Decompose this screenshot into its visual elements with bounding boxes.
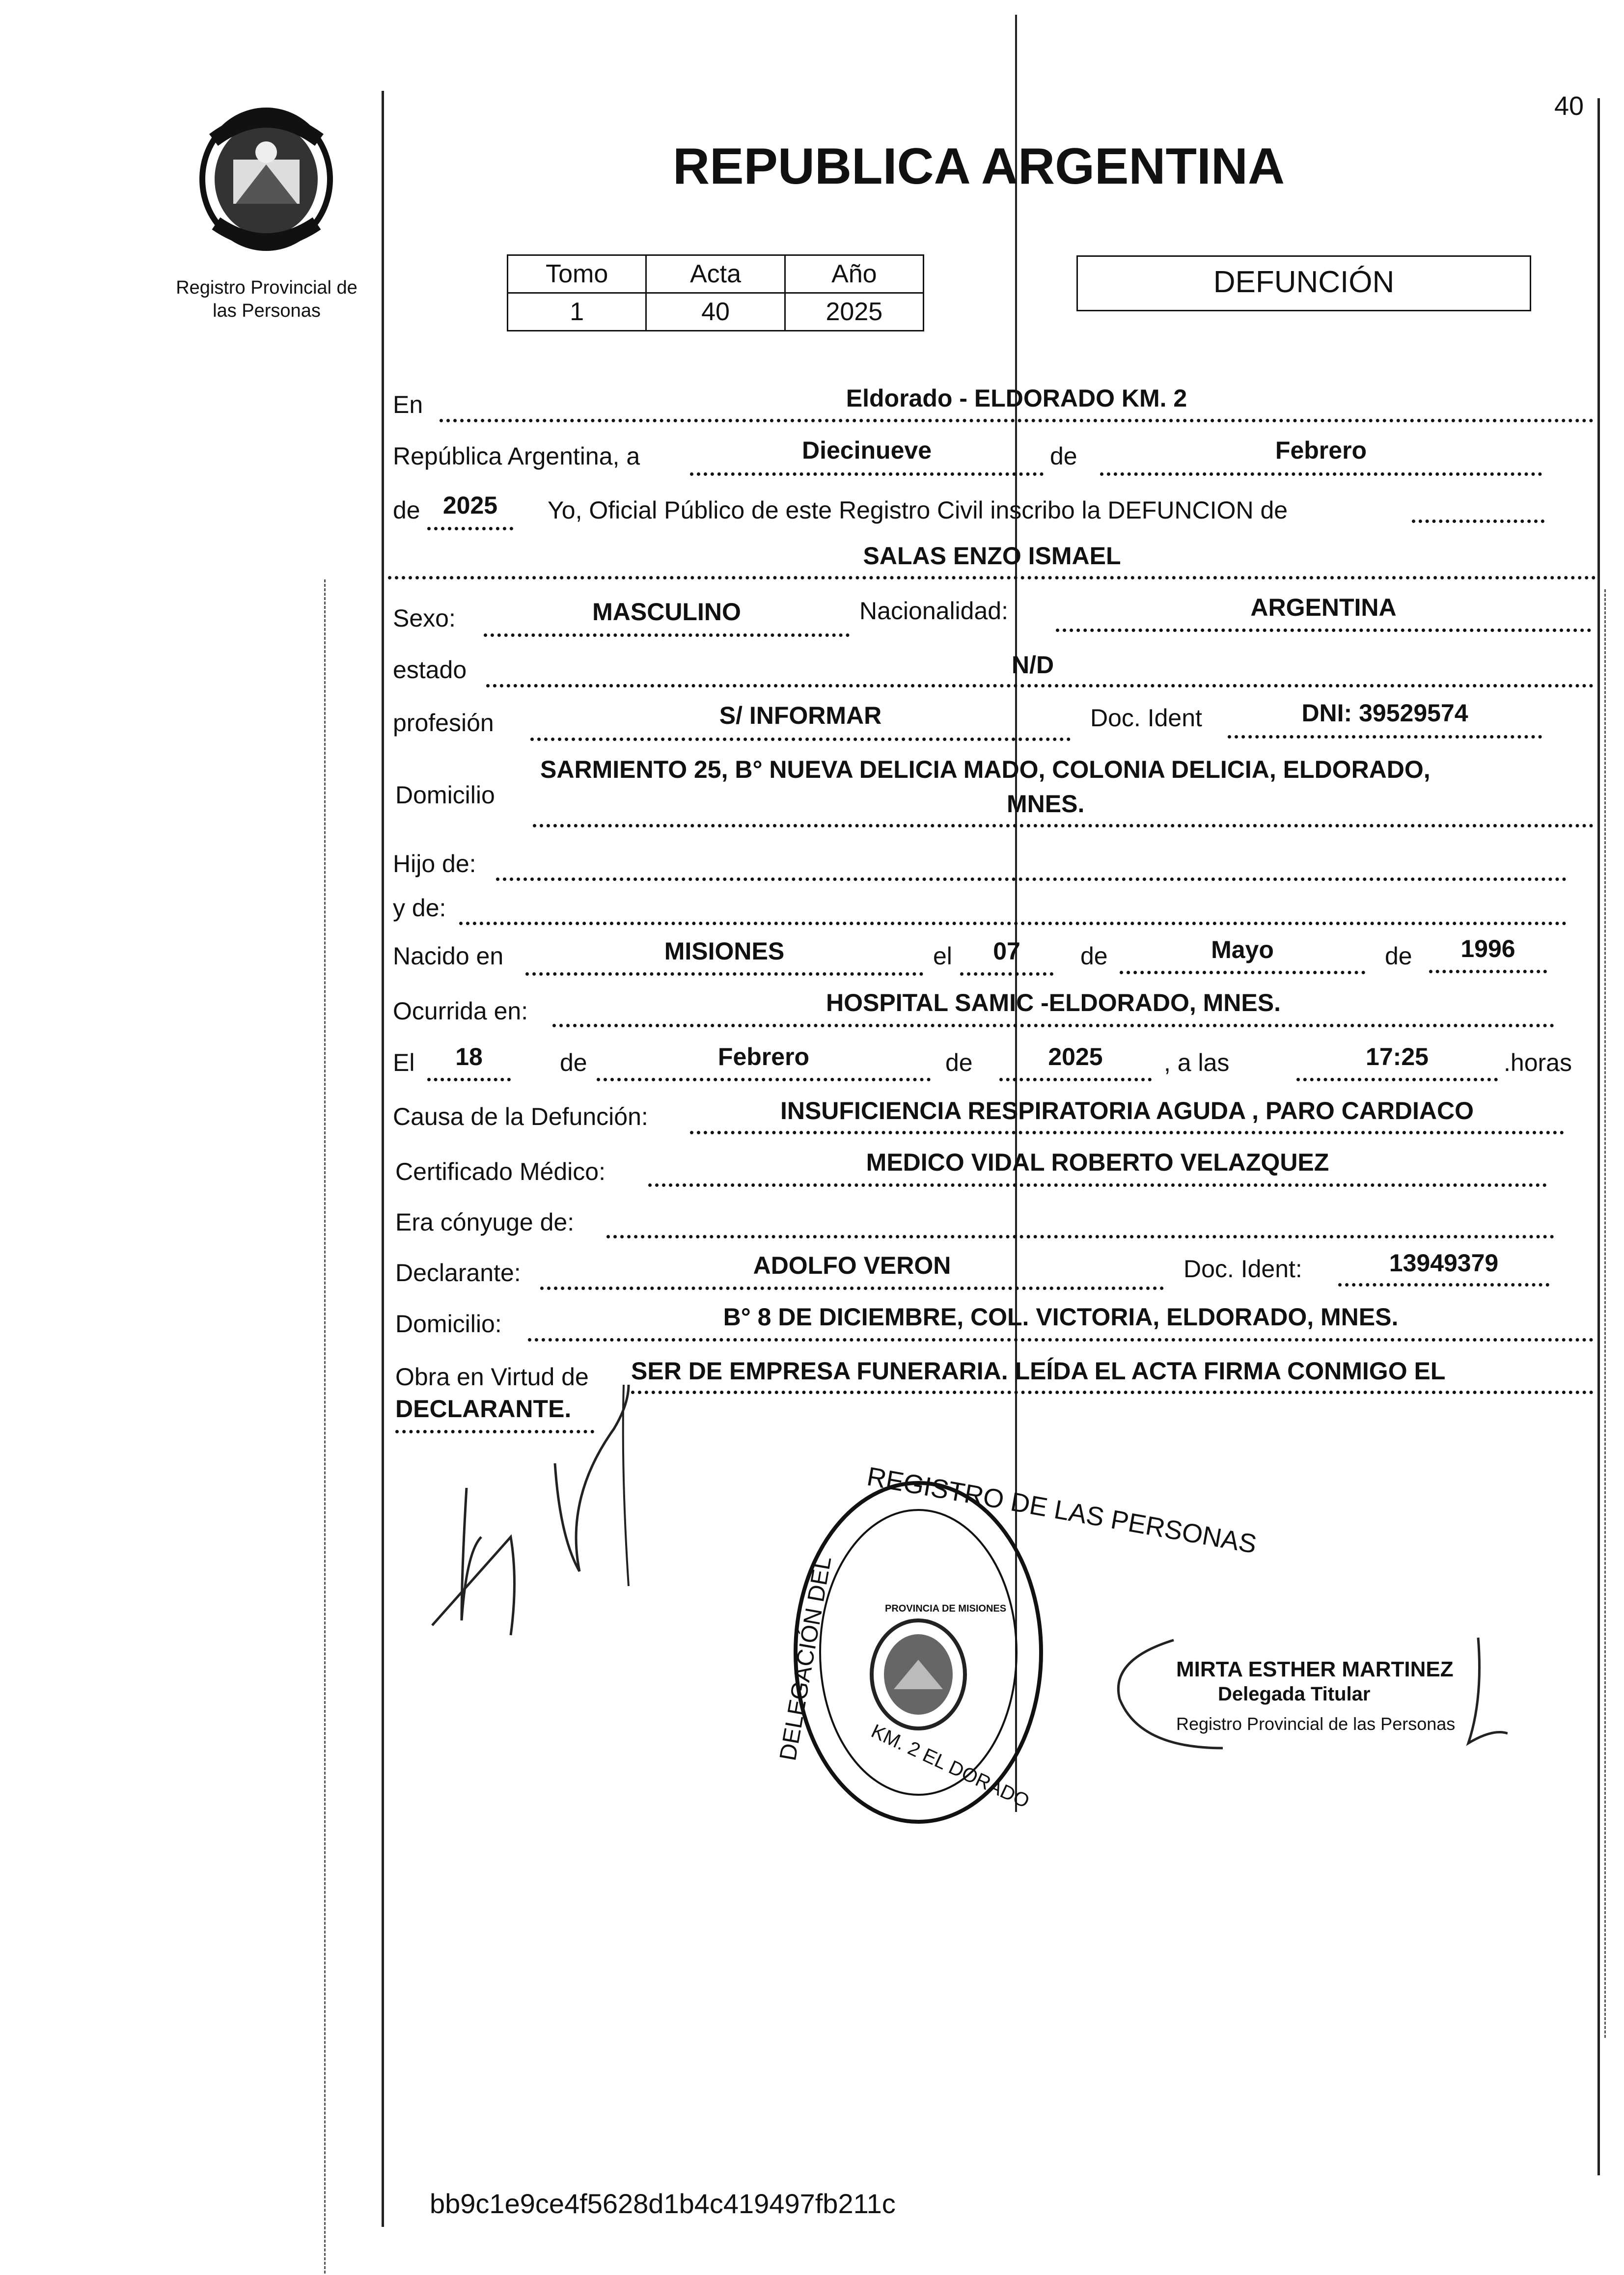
el-label: el xyxy=(933,942,952,970)
book-table-header-tomo: Tomo xyxy=(508,255,646,293)
domicilio-dots xyxy=(533,824,1594,827)
decl-domicilio-label: Domicilio: xyxy=(395,1310,502,1338)
left-margin-line xyxy=(382,91,384,2227)
birth-day: 07 xyxy=(993,937,1020,965)
birth-month: Mayo xyxy=(1211,936,1274,963)
domicilio-label: Domicilio xyxy=(395,781,495,809)
en-label: En xyxy=(393,391,423,418)
death-day: 18 xyxy=(455,1043,483,1070)
domicilio-value-line1: SARMIENTO 25, B° NUEVA DELICIA MADO, COLONIA DELICIA, ELDORADO, xyxy=(540,756,1431,783)
declarant-signature xyxy=(413,1375,707,1670)
death-time: 17:25 xyxy=(1366,1043,1429,1070)
yde-label: y de: xyxy=(393,894,446,922)
de-label-3: de xyxy=(1080,942,1108,970)
de-label-5: de xyxy=(560,1049,587,1076)
right-dash-line xyxy=(1604,589,1606,2038)
republica-label: República Argentina, a xyxy=(393,442,640,470)
hijo-label: Hijo de: xyxy=(393,850,476,877)
estado-value: N/D xyxy=(1012,651,1054,679)
deceased-name: SALAS ENZO ISMAEL xyxy=(863,542,1121,570)
death-month: Febrero xyxy=(717,1043,810,1070)
oficial-text: Yo, Oficial Público de este Registro Civil inscribo la DEFUNCION de xyxy=(548,496,1288,524)
causa-label: Causa de la Defunción: xyxy=(393,1103,648,1130)
certificado-value: MEDICO VIDAL ROBERTO VELAZQUEZ xyxy=(866,1149,1329,1176)
decl-doc-value: 13949379 xyxy=(1389,1249,1499,1277)
de-label-6: de xyxy=(945,1049,973,1076)
sexo-dots xyxy=(484,633,850,637)
oficial-dots xyxy=(1412,520,1544,523)
ocurrida-label: Ocurrida en: xyxy=(393,997,528,1025)
declarante-label: Declarante: xyxy=(395,1259,521,1287)
month-value: Febrero xyxy=(1275,437,1367,464)
ocurrida-value: HOSPITAL SAMIC -ELDORADO, MNES. xyxy=(826,989,1281,1016)
nacionalidad-value: ARGENTINA xyxy=(1250,594,1397,621)
death-year: 2025 xyxy=(1048,1043,1103,1070)
alas-label: , a las xyxy=(1164,1049,1230,1076)
hijo-dots xyxy=(496,877,1567,881)
certificado-label: Certificado Médico: xyxy=(395,1158,606,1185)
book-table xyxy=(507,254,924,331)
year-dots xyxy=(427,527,513,530)
en-value: Eldorado - ELDORADO KM. 2 xyxy=(846,384,1187,412)
book-table-tomo: 1 xyxy=(508,293,646,331)
certificado-dots xyxy=(648,1183,1547,1187)
death-time-dots xyxy=(1296,1078,1498,1081)
month-dots xyxy=(1100,472,1542,476)
horas-label: .horas xyxy=(1504,1049,1572,1076)
footer-hash: bb9c1e9ce4f5628d1b4c419497fb211c xyxy=(430,2188,896,2219)
declarante-dots xyxy=(540,1287,1164,1290)
deceased-name-dots xyxy=(388,576,1596,579)
obra-dots-1 xyxy=(631,1391,1594,1394)
obra-value-line2: DECLARANTE. xyxy=(395,1395,572,1423)
de-label-2: de xyxy=(393,496,420,524)
death-day-dots xyxy=(427,1078,511,1081)
birth-month-dots xyxy=(1120,971,1365,974)
decl-domicilio-dots xyxy=(528,1338,1594,1342)
obra-value-line1: SER DE EMPRESA FUNERARIA. LEÍDA EL ACTA FIRMA CONMIGO EL xyxy=(631,1357,1446,1385)
right-margin-line xyxy=(1597,98,1600,2175)
nacionalidad-label: Nacionalidad: xyxy=(859,597,1008,625)
registry-name-line1: Registro Provincial de xyxy=(176,277,358,298)
sexo-value: MASCULINO xyxy=(592,598,741,626)
seal-inner-text: PROVINCIA DE MISIONES xyxy=(885,1603,1007,1614)
obra-label: Obra en Virtud de xyxy=(395,1363,589,1391)
stamp-name: MIRTA ESTHER MARTINEZ xyxy=(1176,1657,1454,1681)
sexo-label: Sexo: xyxy=(393,604,456,632)
book-table-acta: 40 xyxy=(646,293,785,331)
estado-dots xyxy=(486,684,1594,687)
causa-value: INSUFICIENCIA RESPIRATORIA AGUDA , PARO CARDIACO xyxy=(780,1097,1474,1124)
book-table-header-anio: Año xyxy=(785,255,923,293)
ocurrida-dots xyxy=(552,1024,1554,1027)
act-type-box: DEFUNCIÓN xyxy=(1076,255,1531,311)
conyuge-label: Era cónyuge de: xyxy=(395,1208,575,1236)
yde-dots xyxy=(459,922,1567,925)
registry-seal xyxy=(791,1478,1046,1827)
doc-ident-value: DNI: 39529574 xyxy=(1301,699,1468,727)
causa-dots xyxy=(690,1131,1564,1134)
page-number: 40 xyxy=(1554,91,1584,121)
decl-doc-label: Doc. Ident: xyxy=(1184,1255,1302,1283)
birth-day-dots xyxy=(960,972,1053,976)
en-dots xyxy=(440,419,1594,422)
stamp-office: Registro Provincial de las Personas xyxy=(1176,1714,1456,1734)
day-value: Diecinueve xyxy=(801,437,932,464)
seal-top-text: REGISTRO DE LAS PERSONAS xyxy=(864,1461,1259,1560)
de-label-1: de xyxy=(1050,442,1077,470)
page-title: REPUBLICA ARGENTINA xyxy=(673,138,1285,195)
nacido-dots xyxy=(525,972,923,976)
nacido-value: MISIONES xyxy=(664,937,785,965)
decl-doc-dots xyxy=(1338,1283,1549,1287)
decl-domicilio-value: B° 8 DE DICIEMBRE, COL. VICTORIA, ELDORADO, MNES. xyxy=(723,1303,1399,1331)
nacido-label: Nacido en xyxy=(393,942,504,970)
conyuge-dots xyxy=(606,1235,1554,1238)
birth-year-dots xyxy=(1429,970,1547,973)
year-value: 2025 xyxy=(442,492,498,519)
seal-left-text: DELEGACIÓN DEL xyxy=(775,1554,837,1763)
book-table-anio: 2025 xyxy=(785,293,923,331)
el-upper-label: El xyxy=(393,1049,415,1076)
doc-ident-label: Doc. Ident xyxy=(1090,704,1202,732)
day-dots xyxy=(690,472,1044,476)
de-label-4: de xyxy=(1385,942,1412,970)
nacionalidad-dots xyxy=(1056,629,1591,632)
registry-name-line2: las Personas xyxy=(213,301,321,321)
profesion-label: profesión xyxy=(393,709,494,737)
province-logo xyxy=(187,106,346,253)
seal-bottom-text: KM. 2 EL DORADO xyxy=(868,1720,1033,1812)
book-table-header-acta: Acta xyxy=(646,255,785,293)
profesion-value: S/ INFORMAR xyxy=(719,702,882,729)
death-month-dots xyxy=(597,1078,931,1081)
doc-ident-dots xyxy=(1228,735,1542,739)
margin-dash-line xyxy=(324,579,326,2274)
declarante-value: ADOLFO VERON xyxy=(753,1252,951,1279)
stamp-role: Delegada Titular xyxy=(1218,1683,1371,1705)
estado-label: estado xyxy=(393,656,467,684)
birth-year: 1996 xyxy=(1460,935,1515,962)
domicilio-value-line2: MNES. xyxy=(1007,790,1085,818)
death-year-dots xyxy=(999,1078,1152,1081)
profesion-dots xyxy=(530,738,1071,741)
